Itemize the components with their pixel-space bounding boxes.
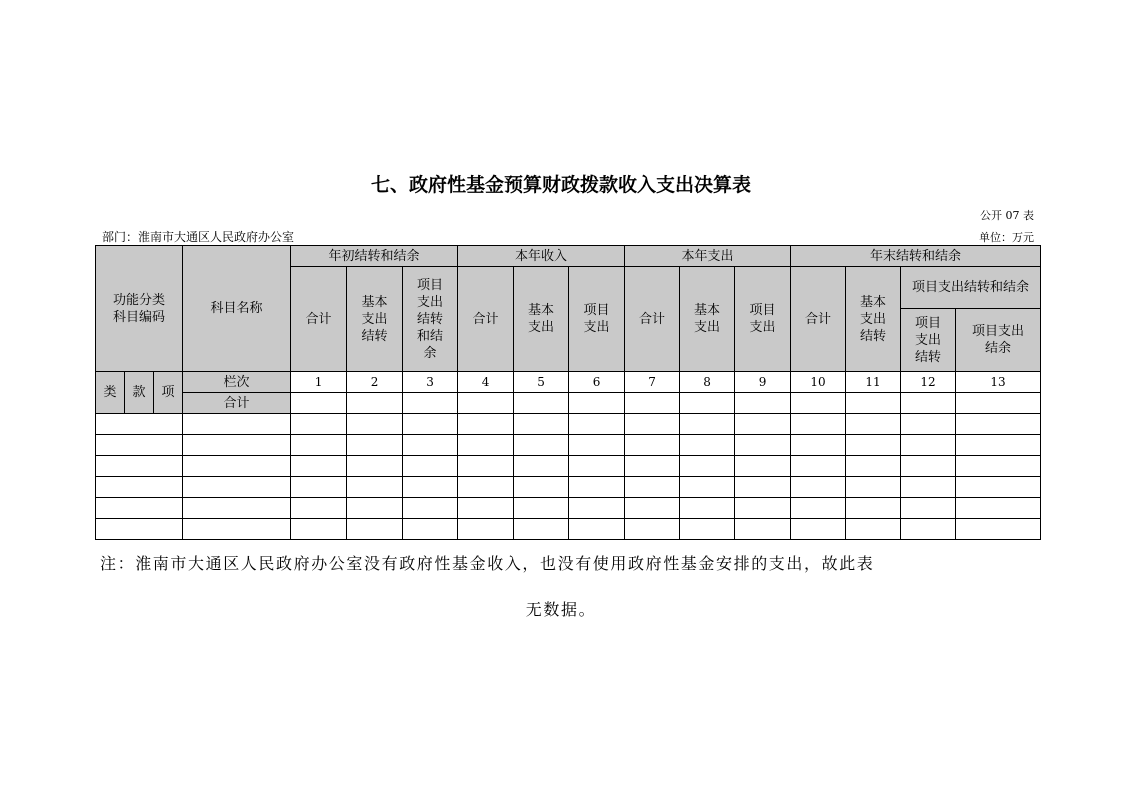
table-cell (291, 393, 347, 414)
column-number: 3 (403, 372, 458, 393)
group-begin-header: 年初结转和结余 (291, 246, 458, 267)
column-number: 7 (625, 372, 680, 393)
column-number: 12 (901, 372, 956, 393)
group-expense-header: 本年支出 (625, 246, 791, 267)
table-row (96, 498, 1041, 519)
begin-total-header: 合计 (291, 267, 347, 372)
begin-basic-carry-header: 基本支出结转 (347, 267, 403, 372)
begin-project-carry-header: 项目支出结转和结余 (403, 267, 458, 372)
group-end-header: 年末结转和结余 (791, 246, 1041, 267)
subject-name-header: 科目名称 (183, 246, 291, 372)
table-cell (956, 393, 1041, 414)
column-number: 11 (846, 372, 901, 393)
table-cell (514, 393, 569, 414)
footnote-continuation: 无数据。 (525, 600, 597, 619)
income-total-header: 合计 (458, 267, 514, 372)
end-total-header: 合计 (791, 267, 846, 372)
group-income-header: 本年收入 (458, 246, 625, 267)
table-cell (901, 393, 956, 414)
income-project-header: 项目支出 (569, 267, 625, 372)
expense-project-header: 项目支出 (735, 267, 791, 372)
column-number: 6 (569, 372, 625, 393)
column-number: 13 (956, 372, 1041, 393)
department-label: 部门：淮南市大通区人民政府办公室 (102, 230, 295, 244)
table-cell (347, 393, 403, 414)
kuan-header: 款 (125, 372, 154, 414)
table-cell (569, 393, 625, 414)
expense-total-header: 合计 (625, 267, 680, 372)
sum-row-label: 合计 (183, 393, 291, 414)
column-number: 10 (791, 372, 846, 393)
end-basic-carry-header: 基本支出结转 (846, 267, 901, 372)
table-row (96, 519, 1041, 540)
page-title: 七、政府性基金预算财政拨款收入支出决算表 (370, 174, 751, 196)
income-basic-header: 基本支出 (514, 267, 569, 372)
table-row (96, 477, 1041, 498)
table-row (96, 456, 1041, 477)
sum-row (96, 393, 1041, 414)
footnote: 注：淮南市大通区人民政府办公室没有政府性基金收入，也没有使用政府性基金安排的支出，故此表 (100, 554, 875, 573)
func-code-header: 功能分类科目编码 (96, 246, 183, 372)
column-number: 1 (291, 372, 347, 393)
form-number: 公开 07 表 (980, 209, 1034, 222)
table-row (96, 435, 1041, 456)
end-project-carryover-header: 项目支出结转 (901, 309, 956, 372)
xiang-header: 项 (154, 372, 183, 414)
column-number: 5 (514, 372, 569, 393)
cls-header: 类 (96, 372, 125, 414)
fund-table (95, 245, 1041, 540)
column-no-label: 栏次 (183, 372, 291, 393)
column-number: 2 (347, 372, 403, 393)
table-row (96, 414, 1041, 435)
expense-basic-header: 基本支出 (680, 267, 735, 372)
table-cell (625, 393, 680, 414)
unit-label: 单位：万元 (979, 231, 1034, 244)
column-number: 4 (458, 372, 514, 393)
column-number: 9 (735, 372, 791, 393)
table-cell (791, 393, 846, 414)
table-cell (403, 393, 458, 414)
end-project-surplus-header: 项目支出结余 (956, 309, 1041, 372)
table-cell (458, 393, 514, 414)
end-project-group-header: 项目支出结转和结余 (901, 267, 1041, 309)
table-cell (735, 393, 791, 414)
column-number: 8 (680, 372, 735, 393)
table-cell (846, 393, 901, 414)
table-cell (680, 393, 735, 414)
